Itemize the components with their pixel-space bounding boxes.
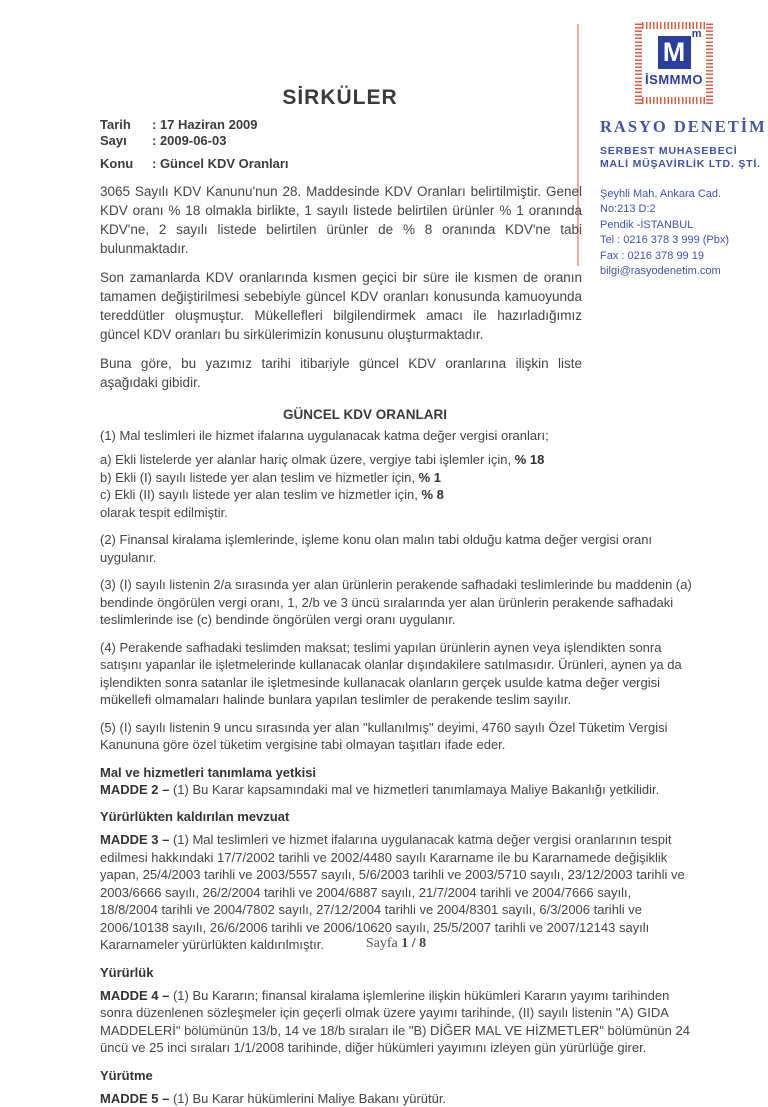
madde-3-text: (1) Mal teslimleri ve hizmet ifalarına uygulanacak katma değer vergisi oranlarının tespit edilmesi hakkındaki 17/7/2002 tarihli ve 2002/4480 sayılı Kararname ile bu Kararnamede değişiklik yapan, 25/4/2003 tarihli ve 2003/5557 sayılı, 5/6/2003 tarihli ve 2003/5710 sayılı, 23/12/2003 tarihli ve 2003/6666 sayılı, 26/2/2004 tarihli ve 2004/6887 sayılı, 21/7/2004 tarihli ve 2004/7666 sayılı, 18/8/2004 tarihli ve 2004/7802 sayılı, 27/12/2004 tarihli ve 2004/8301 sayılı, 6/3/2006 tarihli ve 2006/10138 sayılı, 26/6/2006 tarihli ve 2006/10620 sayılı, 25/5/2007 tarihli ve 2007/12143 sayılı Kararnameler yürürlükten kaldırılmıştır. bbox=[100, 832, 685, 952]
intro-paragraph-3: Buna göre, bu yazımız tarihi itibariyle güncel KDV oranlarına ilişkin liste aşağıdaki gibidir. bbox=[100, 354, 582, 392]
address-line-city: Pendik -İSTANBUL bbox=[600, 218, 762, 233]
meta-row-tarih bbox=[100, 117, 692, 133]
meta-row-konu bbox=[100, 156, 692, 172]
company-subtitle-line2: MALİ MÜŞAVİRLİK LTD. ŞTİ. bbox=[600, 158, 762, 171]
phone-line: Tel : 0216 378 3 999 (Pbx) bbox=[600, 233, 762, 248]
section-yurutme bbox=[100, 1067, 692, 1107]
madde-5-label: MADDE 5 – bbox=[100, 1091, 173, 1106]
meta-label-konu: Konu bbox=[100, 156, 152, 172]
rate-item-b-value: % 1 bbox=[419, 470, 441, 485]
madde-4-label: MADDE 4 – bbox=[100, 988, 173, 1003]
meta-label-tarih: Tarih bbox=[100, 117, 152, 133]
rate-item-c bbox=[100, 486, 692, 504]
logo-m-mark bbox=[658, 36, 691, 69]
kdv-lead: (1) Mal teslimleri ile hizmet ifalarına uygulanacak katma değer vergisi oranları; bbox=[100, 427, 692, 444]
section-heading-mevzuat: Yürürlükten kaldırılan mevzuat bbox=[100, 808, 692, 825]
company-subtitle-line1: SERBEST MUHASEBECİ bbox=[600, 145, 762, 158]
rate-item-c-value: % 8 bbox=[421, 487, 443, 502]
section-tanimlama-yetkisi bbox=[100, 764, 692, 799]
meta-block bbox=[100, 117, 692, 172]
logo-superscript: m bbox=[692, 29, 702, 40]
madde-3-label: MADDE 3 – bbox=[100, 832, 173, 847]
madde-2-label: MADDE 2 – bbox=[100, 782, 173, 797]
section-heading-yurutme: Yürütme bbox=[100, 1067, 692, 1084]
page-footer bbox=[100, 936, 692, 952]
rate-item-b-text: b) Ekli (I) sayılı listede yer alan teslim ve hizmetler için, bbox=[100, 470, 419, 485]
madde-5 bbox=[100, 1090, 692, 1107]
logo-frame-stripe bbox=[706, 22, 713, 104]
logo-letter: M bbox=[663, 37, 686, 67]
section-heading-yururluk: Yürürlük bbox=[100, 964, 692, 981]
fax-line: Fax : 0216 378 99 19 bbox=[600, 249, 762, 264]
meta-row-sayi bbox=[100, 133, 692, 149]
address-line-street: Şeyhli Mah. Ankara Cad. bbox=[600, 187, 762, 202]
document-body bbox=[100, 86, 692, 1107]
clause-2: (2) Finansal kiralama işlemlerinde, işleme konu olan malın tabi olduğu katma değer vergisi oranı uygulanır. bbox=[100, 531, 692, 566]
clause-4: (4) Perakende safhadaki teslimden maksat; teslimi yapılan ürünlerin aynen veya işlendikten sonra satışını yapanlar ile işletmelerinde kullanacak olanlar dışındakilere satılmasıdır. Ürünleri, aynen ya da işlendikten sonra satanlar ile işletmesinde kullanacak olanların gerçek usulde katma değer vergisi mükellefi olmamaları halinde bunlara yapılan teslimler de perakende teslim sayılır. bbox=[100, 639, 692, 709]
madde-4-text: (1) Bu Kararın; finansal kiralama işlemlerine ilişkin hükümleri Kararın yayımı tarihinden sonra düzenlenen sözleşmeler için geçerli olmak üzere yayımı tarihinde, (II) sayılı listenin "A) GIDA MADDELERİ" bölümünün 13/b, 14 ve 18/b sıraları ile "B) DİĞER MAL VE HİZMETLER" bölümünün 24 üncü ve 25 inci sıraları 1/1/2008 tarihinde, diğer hükümleri yayımını izleyen gün yürürlüğe girer. bbox=[100, 988, 690, 1056]
clause-5: (5) (I) sayılı listenin 9 uncu sırasında yer alan "kullanılmış" deyimi, 4760 sayılı Özel Tüketim Vergisi Kanununa göre özel tüketim vergisine tabi olmayan taşıtları ifade eder. bbox=[100, 719, 692, 754]
kdv-section-heading: GÜNCEL KDV ORANLARI bbox=[100, 407, 630, 422]
meta-value-tarih: : 17 Haziran 2009 bbox=[152, 117, 258, 133]
intro-paragraph-2: Son zamanlarda KDV oranlarında kısmen geçici bir süre ile kısmen de oranın tamamen değiştirilmesi sebebiyle güncel KDV oranları konusunda kamuoyunda tereddütler oluşmuştur. Mükellefleri bilgilendirmek amacı ile hazırladığımız güncel KDV oranları bu sirkülerimizin konusunu oluşturmaktadır. bbox=[100, 268, 582, 344]
meta-value-sayi: : 2009-06-03 bbox=[152, 133, 226, 149]
clause-3: (3) (I) sayılı listenin 2/a sırasında yer alan ürünlerin perakende safhadaki teslimlerinde bu maddenin (a) bendinde öngörülen vergi oranı, 1, 2/b ve 3 üncü sıralarında yer alan ürünlerin perakende safhadaki teslimlerinde ise (c) bendinde öngörülen vergi oranı uygulanır. bbox=[100, 576, 692, 629]
kdv-rate-list bbox=[100, 451, 692, 521]
intro-paragraphs bbox=[100, 182, 582, 392]
rate-list-closing: olarak tespit edilmiştir. bbox=[100, 504, 692, 522]
madde-2-text: (1) Bu Karar kapsamındaki mal ve hizmetleri tanımlamaya Maliye Bakanlığı yetkilidir. bbox=[173, 782, 659, 797]
section-kaldirilan-mevzuat bbox=[100, 808, 692, 954]
meta-label-sayi: Sayı bbox=[100, 133, 152, 149]
rate-item-a-value: % 18 bbox=[515, 452, 545, 467]
madde-2 bbox=[100, 781, 692, 799]
meta-value-konu: : Güncel KDV Oranları bbox=[152, 156, 289, 172]
circular-title: SİRKÜLER bbox=[100, 86, 580, 110]
madde-5-text: (1) Bu Karar hükümlerini Maliye Bakanı yürütür. bbox=[173, 1091, 446, 1106]
footer-label: Sayfa bbox=[366, 936, 401, 951]
rate-item-c-text: c) Ekli (II) sayılı listede yer alan teslim ve hizmetler için, bbox=[100, 487, 421, 502]
rate-item-b bbox=[100, 469, 692, 487]
logo-caption: İSMMMO bbox=[642, 72, 706, 87]
company-name: RASYO DENETİM bbox=[600, 117, 762, 137]
rate-item-a bbox=[100, 451, 692, 469]
section-heading-tanimlama: Mal ve hizmetleri tanımlama yetkisi bbox=[100, 764, 692, 781]
section-yururluk bbox=[100, 964, 692, 1057]
rate-item-a-text: a) Ekli listelerde yer alanlar hariç olmak üzere, vergiye tabi işlemler için, bbox=[100, 452, 515, 467]
intro-paragraph-1: 3065 Sayılı KDV Kanunu'nun 28. Maddesinde KDV Oranları belirtilmiştir. Genel KDV oranı % 18 olmakla birlikte, 1 sayılı listede belirtilen ürünler % 1 oranında KDV'ne, 2 sayılı listede belirtilen ürünler de % 8 oranında KDV'ne tabi bulunmaktadır. bbox=[100, 182, 582, 258]
email-line: bilgi@rasyodenetim.com bbox=[600, 264, 762, 279]
madde-4 bbox=[100, 987, 692, 1057]
address-line-number: No:213 D:2 bbox=[600, 202, 762, 217]
page-number: 1 / 8 bbox=[401, 936, 426, 951]
